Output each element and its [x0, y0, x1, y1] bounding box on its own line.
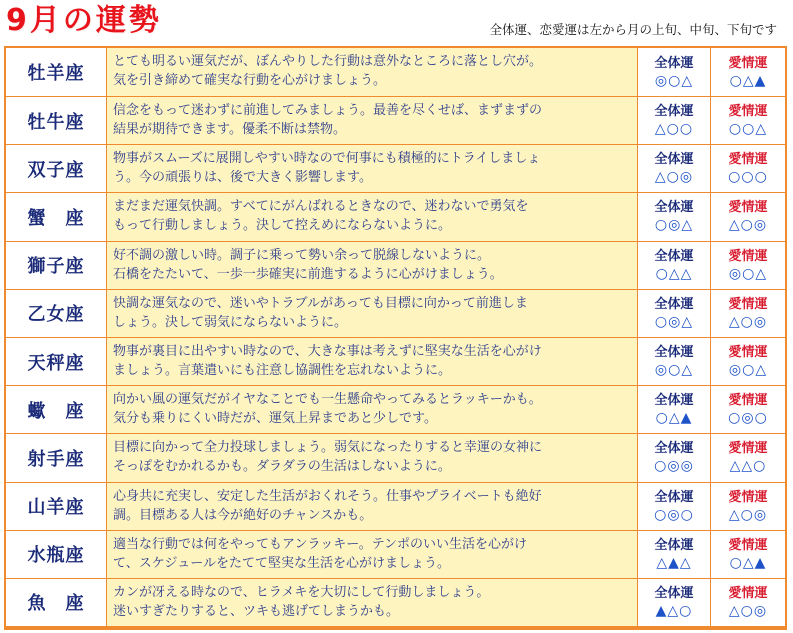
love-luck-symbols: ○◎○ — [728, 410, 768, 427]
love-luck-label: 愛情運 — [728, 441, 768, 457]
fortune-text-line: う。今の頑張りは、後で大きく影響します。 — [113, 170, 372, 186]
page-header — [0, 0, 793, 44]
overall-luck-label: 全体運 — [654, 248, 694, 264]
love-luck-symbols: ◎○△ — [728, 265, 768, 282]
fortune-row — [6, 385, 785, 433]
fortune-row — [6, 241, 785, 289]
love-luck-cell — [711, 48, 785, 96]
fortune-text-line: しょう。決して弱気にならないように。 — [113, 314, 348, 330]
overall-luck-symbols: ○◎◎ — [654, 458, 694, 475]
overall-luck-symbols: ○◎○ — [654, 506, 694, 523]
fortune-text-line: 結果が期待できます。優柔不断は禁物。 — [113, 122, 346, 137]
love-luck-symbols: △○◎ — [728, 313, 768, 330]
love-luck-label: 愛情運 — [728, 55, 768, 71]
overall-luck-symbols: ○◎△ — [654, 313, 694, 330]
overall-luck-label: 全体運 — [654, 393, 694, 409]
fortune-text — [107, 193, 638, 240]
zodiac-sign: 射手座 — [6, 434, 107, 481]
love-luck-cell — [711, 579, 785, 626]
love-luck-cell — [711, 290, 785, 337]
love-luck-symbols: ○○○ — [728, 169, 768, 186]
overall-luck-cell — [638, 145, 711, 192]
overall-luck-cell — [638, 579, 711, 626]
fortune-text-line: 信念をもって迷わずに前進してみましょう。最善を尽くせば、まずまずの — [113, 103, 543, 118]
overall-luck-cell — [638, 386, 711, 433]
zodiac-sign: 蠍 座 — [6, 386, 107, 433]
zodiac-sign: 蟹 座 — [6, 193, 107, 240]
legend-note: 全体運、恋愛運は左から月の上旬、中旬、下旬です — [489, 22, 777, 37]
love-luck-symbols: △△○ — [729, 458, 767, 475]
overall-luck-symbols: ▲△○ — [655, 602, 693, 619]
overall-luck-symbols: △○○ — [654, 121, 694, 138]
love-luck-cell — [711, 193, 785, 240]
fortune-row — [6, 482, 785, 530]
fortune-text-line: 物事が裏目に出やすい時なので、大きな事は考えずに堅実な生活を心がけ — [113, 343, 542, 359]
zodiac-sign: 水瓶座 — [6, 531, 107, 578]
love-luck-label: 愛情運 — [728, 248, 768, 264]
fortune-text-line: とても明るい運気だが、ぼんやりした行動は意外なところに落とし穴が。 — [113, 54, 543, 69]
overall-luck-cell — [638, 531, 711, 578]
love-luck-label: 愛情運 — [728, 104, 768, 120]
fortune-row — [6, 96, 785, 144]
fortune-text — [107, 242, 638, 289]
overall-luck-symbols: △○◎ — [654, 169, 694, 186]
fortune-text-line: 気を引き締めて確実な行動を心がけましょう。 — [113, 73, 387, 88]
fortune-row — [6, 48, 785, 96]
love-luck-cell — [711, 145, 785, 192]
fortune-text — [107, 386, 638, 433]
zodiac-sign: 牡羊座 — [6, 48, 107, 96]
love-luck-label: 愛情運 — [728, 537, 768, 553]
overall-luck-cell — [638, 338, 711, 385]
fortune-text — [107, 338, 638, 385]
overall-luck-cell — [638, 97, 711, 144]
fortune-table — [4, 46, 787, 630]
fortune-row — [6, 530, 785, 578]
overall-luck-label: 全体運 — [654, 200, 694, 216]
love-luck-label: 愛情運 — [728, 585, 768, 601]
fortune-text — [107, 145, 638, 192]
fortune-row — [6, 578, 785, 626]
overall-luck-cell — [638, 434, 711, 481]
overall-luck-label: 全体運 — [654, 441, 694, 457]
overall-luck-label: 全体運 — [654, 55, 694, 71]
fortune-text-line: 迷いすぎたりすると、ツキも逃げてしまうかも。 — [113, 603, 400, 619]
overall-luck-label: 全体運 — [654, 537, 694, 553]
fortune-text-line: 目標に向かって全力投球しましょう。弱気になったりすると幸運の女神に — [113, 440, 543, 456]
love-luck-symbols: ○△▲ — [729, 72, 767, 89]
fortune-text-line: 好不調の激しい時。調子に乗って勢い余って脱線しないように。 — [113, 247, 491, 263]
fortune-text — [107, 483, 638, 530]
overall-luck-cell — [638, 193, 711, 240]
fortune-text — [107, 434, 638, 481]
zodiac-sign: 獅子座 — [6, 242, 107, 289]
overall-luck-cell — [638, 242, 711, 289]
overall-luck-label: 全体運 — [654, 345, 694, 361]
love-luck-cell — [711, 483, 785, 530]
fortune-text-line: もって行動しましょう。決して控えめにならないように。 — [113, 218, 452, 234]
zodiac-sign: 天秤座 — [6, 338, 107, 385]
zodiac-sign: 牡牛座 — [6, 97, 107, 144]
love-luck-symbols: △○◎ — [728, 217, 768, 234]
fortune-text-line: 物事がスムーズに展開しやすい時なので何事にも積極的にトライしましょ — [113, 151, 541, 167]
love-luck-cell — [711, 531, 785, 578]
fortune-text-line: まだまだ運気快調。すべてにがんばれるときなので、迷わないで勇気を — [113, 199, 529, 215]
fortune-row — [6, 289, 785, 337]
overall-luck-label: 全体運 — [654, 152, 694, 168]
love-luck-cell — [711, 97, 785, 144]
fortune-text — [107, 48, 638, 96]
fortune-text — [107, 290, 638, 337]
love-luck-label: 愛情運 — [728, 296, 768, 312]
zodiac-sign: 双子座 — [6, 145, 107, 192]
overall-luck-symbols: ○△△ — [655, 265, 693, 282]
overall-luck-symbols: ○△▲ — [655, 410, 693, 427]
fortune-text-line: 気分も乗りにくい時だが、運気上昇まであと少しです。 — [113, 411, 437, 427]
fortune-row — [6, 192, 785, 240]
fortune-text-line: 向かい風の運気だがイヤなことでも一生懸命やってみるとラッキーかも。 — [113, 392, 542, 408]
page-title: 9月の運勢 — [6, 3, 162, 38]
overall-luck-label: 全体運 — [654, 585, 694, 601]
overall-luck-symbols: △▲△ — [656, 554, 692, 571]
love-luck-label: 愛情運 — [728, 489, 768, 505]
overall-luck-cell — [638, 48, 711, 96]
fortune-text — [107, 579, 638, 626]
love-luck-label: 愛情運 — [728, 152, 768, 168]
love-luck-label: 愛情運 — [728, 393, 768, 409]
love-luck-symbols: ○△▲ — [729, 554, 767, 571]
love-luck-symbols: ◎○△ — [728, 362, 768, 379]
love-luck-cell — [711, 386, 785, 433]
love-luck-symbols: △○◎ — [728, 602, 768, 619]
fortune-text-line: 心身共に充実し、安定した生活がおくれそう。仕事やプライベートも絶好 — [113, 488, 542, 504]
fortune-text-line: 調。目標ある人は今が絶好のチャンスかも。 — [113, 507, 373, 523]
fortune-text-line: て、スケジュールをたてて堅実な生活を心がけましょう。 — [113, 555, 450, 571]
fortune-text — [107, 97, 638, 144]
overall-luck-cell — [638, 483, 711, 530]
fortune-text-line: カンが冴える時なので、ヒラメキを大切にして行動しましょう。 — [113, 584, 490, 600]
overall-luck-symbols: ○◎△ — [654, 217, 694, 234]
love-luck-cell — [711, 338, 785, 385]
fortune-text — [107, 531, 638, 578]
overall-luck-label: 全体運 — [654, 104, 694, 120]
zodiac-sign: 魚 座 — [6, 579, 107, 626]
overall-luck-label: 全体運 — [654, 296, 694, 312]
zodiac-sign: 乙女座 — [6, 290, 107, 337]
love-luck-label: 愛情運 — [728, 200, 768, 216]
love-luck-cell — [711, 434, 785, 481]
fortune-row — [6, 144, 785, 192]
overall-luck-symbols: ◎○△ — [654, 72, 694, 89]
overall-luck-label: 全体運 — [654, 489, 694, 505]
fortune-text-line: 石橋をたたいて、一歩一歩確実に前進するように心がけましょう。 — [113, 266, 503, 282]
fortune-row — [6, 433, 785, 481]
overall-luck-symbols: ◎○△ — [654, 362, 694, 379]
love-luck-symbols: ○○△ — [728, 121, 768, 138]
love-luck-label: 愛情運 — [728, 345, 768, 361]
fortune-text-line: 適当な行動では何をやってもアンラッキー。テンポのいい生活を心がけ — [113, 536, 528, 552]
love-luck-cell — [711, 242, 785, 289]
fortune-text-line: そっぽをむかれるかも。ダラダラの生活はしないように。 — [113, 459, 451, 475]
love-luck-symbols: △○◎ — [728, 506, 768, 523]
zodiac-sign: 山羊座 — [6, 483, 107, 530]
fortune-row — [6, 337, 785, 385]
fortune-text-line: 快調な運気なので、迷いやトラブルがあっても目標に向かって前進しま — [113, 295, 528, 311]
overall-luck-cell — [638, 290, 711, 337]
fortune-text-line: ましょう。言葉遣いにも注意し協調性を忘れないように。 — [113, 362, 452, 378]
